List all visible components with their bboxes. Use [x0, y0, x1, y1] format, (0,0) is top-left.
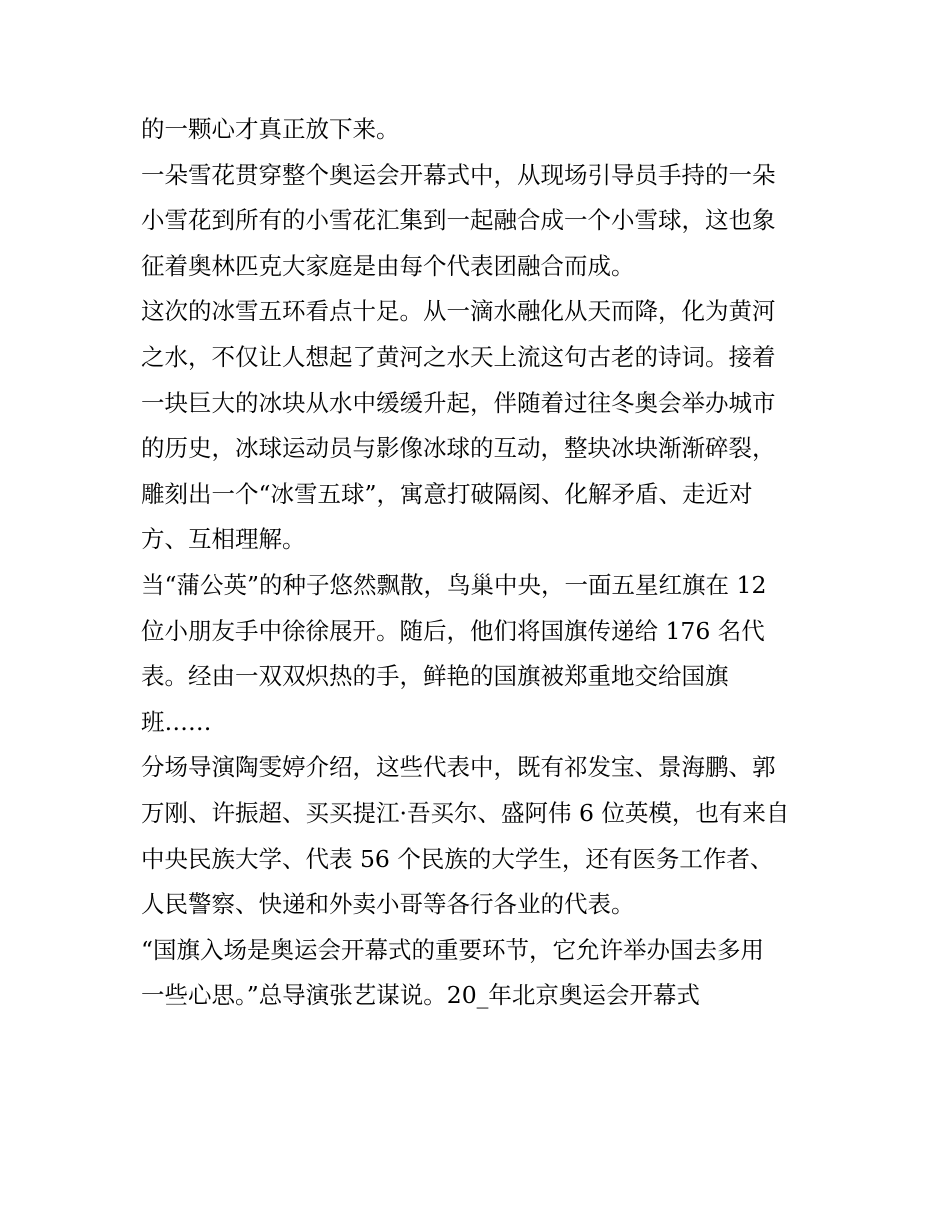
text-line: 雕刻出一个“冰雪五球”，寓意打破隔阂、化解矛盾、走近对 [141, 479, 753, 508]
text-line: 当“蒲公英”的种子悠然飘散，鸟巢中央，一面五星红旗在 12 [141, 570, 767, 599]
text-line: 之水，不仅让人想起了黄河之水天上流这句古老的诗词。接着 [141, 342, 776, 371]
text-line: 位小朋友手中徐徐展开。随后，他们将国旗传递给 176 名代 [141, 616, 765, 645]
text-line: 人民警察、快递和外卖小哥等各行各业的代表。 [141, 890, 635, 919]
body-text [141, 107, 821, 1019]
text-line: 万刚、许振超、买买提江·吾买尔、盛阿伟 6 位英模，也有来自 [141, 798, 790, 827]
text-line: 一块巨大的冰块从水中缓缓升起，伴随着过往冬奥会举办城市 [141, 388, 776, 417]
text-line: 班…… [141, 707, 212, 736]
text-line: 一些心思。”总导演张艺谋说。20_年北京奥运会开幕式 [141, 981, 700, 1010]
text-line: 征着奥林匹克大家庭是由每个代表团融合而成。 [141, 251, 635, 280]
text-line: 的一颗心才真正放下来。 [141, 115, 400, 143]
text-line: 一朵雪花贯穿整个奥运会开幕式中，从现场引导员手持的一朵 [141, 160, 776, 189]
text-line: 方、互相理解。 [141, 525, 306, 554]
text-line: 中央民族大学、代表 56 个民族的大学生，还有医务工作者、 [141, 844, 774, 873]
text-line: 表。经由一双双炽热的手，鲜艳的国旗被郑重地交给国旗 [141, 662, 729, 691]
text-line: 分场导演陶雯婷介绍，这些代表中，既有祁发宝、景海鹏、郭 [141, 753, 776, 782]
text-line: 的历史，冰球运动员与影像冰球的互动，整块冰块渐渐碎裂， [141, 434, 776, 463]
text-line: 这次的冰雪五环看点十足。从一滴水融化从天而降，化为黄河 [141, 297, 776, 326]
text-line: “国旗入场是奥运会开幕式的重要环节，它允许举办国去多用 [141, 935, 765, 964]
text-line: 小雪花到所有的小雪花汇集到一起融合成一个小雪球，这也象 [141, 206, 776, 235]
